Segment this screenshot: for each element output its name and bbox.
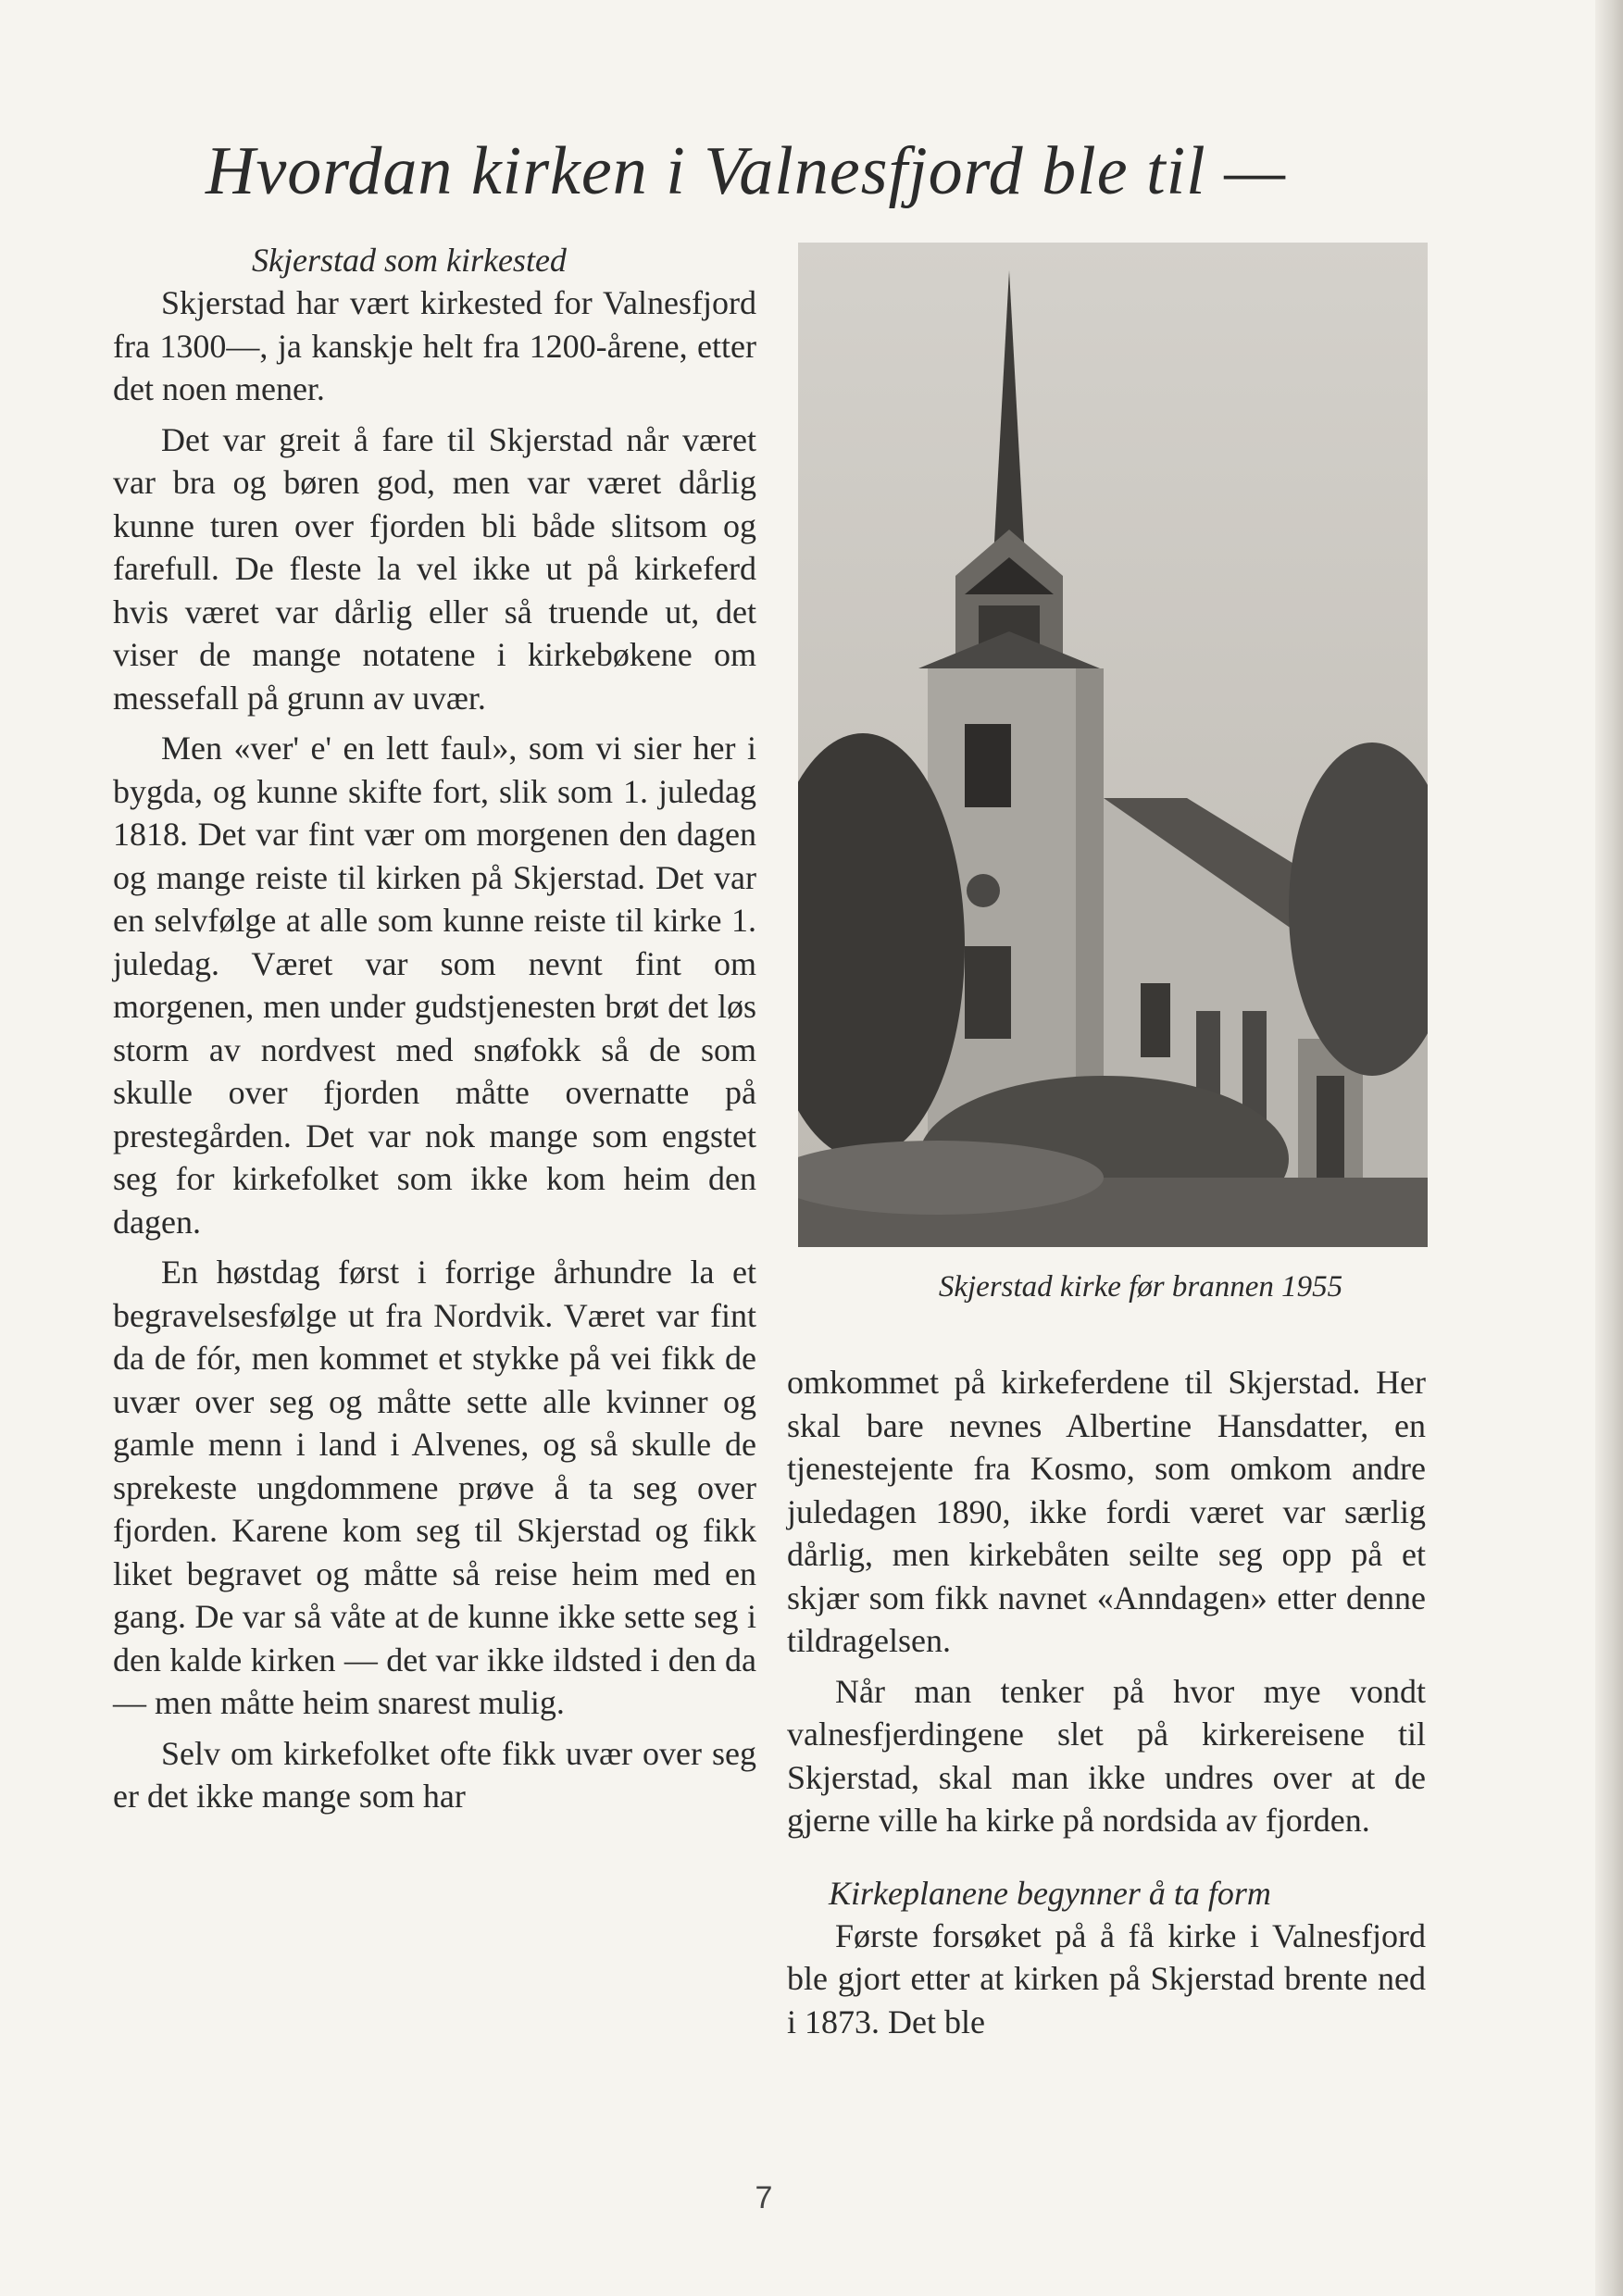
paragraph: Når man tenker på hvor mye vondt valnesfjerdingene slet på kirkereisene til Skjerstad, skal man ikke undres over at de gjerne ville ha kirke på nordsida av fjorden. [787, 1672, 1426, 1839]
page-edge [1595, 0, 1623, 2296]
paragraph: omkommet på kirkeferdene til Skjerstad. Her skal bare nevnes Albertine Hansdatter, en tjenestejente fra Kosmo, som omkom andre juledagen 1890, ikke fordi været var særlig dårlig, men kirkebåten seilte seg opp på et skjær som fikk navnet «Anndagen» etter denne tildragelsen. [787, 1364, 1426, 1659]
left-column [113, 239, 756, 1826]
paragraph: Det var greit å fare til Skjerstad når været var bra og børen god, men var været dårlig kunne turen over fjorden bli både slitsom og farefull. De fleste la vel ikke ut på kirkeferd hvis været var dårlig eller så truende ut, det viser de mange notatene i kirkebøkene om messefall på grunn av uvær. [113, 420, 756, 717]
paragraph: En høstdag først i forrige århundre la et begravelsesfølge ut fra Nordvik. Været var fint da de fór, men kommet et stykke på vei fikk de uvær over seg og måtte sette alle kvinner og gamle menn i land i Alvenes, og så skulle de sprekeste ungdommene prøve å ta seg over fjorden. Karene kom seg til Skjerstad og fikk liket begravet og måtte så reise heim med en gang. De var så våte at de kunne ikke sette seg i den kalde kirken — det var ikke ildsted i den da — men måtte heim snarest mulig. [113, 1254, 756, 1721]
paragraph: Selv om kirkefolket ofte fikk uvær over seg er det ikke mange som har [113, 1734, 756, 1815]
paragraph: Men «ver' e' en lett faul», som vi sier her i bygda, og kunne skifte fort, slik som 1. juledag 1818. Det var fint vær om morgenen den dagen og mange reiste til kirken på Skjerstad. Det var en selvfølge at alle som kunne reiste til kirke 1. juledag. Været var som nevnt fint om morgenen, men under gudstjenesten brøt det løs storm av nordvest med snøfokk så de som skulle over fjorden måtte overnatte på prestegården. Det var nok mange som engstet seg for kirkefolket som ikke kom heim den dagen. [113, 730, 756, 1241]
section-heading: Skjerstad som kirkested [252, 242, 567, 279]
right-column [787, 1361, 1426, 2051]
page-number: 7 [755, 2180, 773, 2215]
paragraph: Skjerstad har vært kirkested for Valnesfjord fra 1300—, ja kanskje helt fra 1200-årene, etter det noen mener. [113, 284, 756, 407]
paragraph: Første forsøket på å få kirke i Valnesfjord ble gjort etter at kirken på Skjerstad brente ned i 1873. Det ble [787, 1916, 1426, 2040]
photo-caption: Skjerstad kirke før brannen 1955 [938, 1270, 1343, 1304]
page-title: Hvordan kirken i Valnesfjord ble til — [206, 133, 1287, 209]
section-heading: Kirkeplanene begynner å ta form [829, 1874, 1271, 1912]
church-photo [798, 243, 1428, 1247]
church-illustration [798, 243, 1428, 1247]
